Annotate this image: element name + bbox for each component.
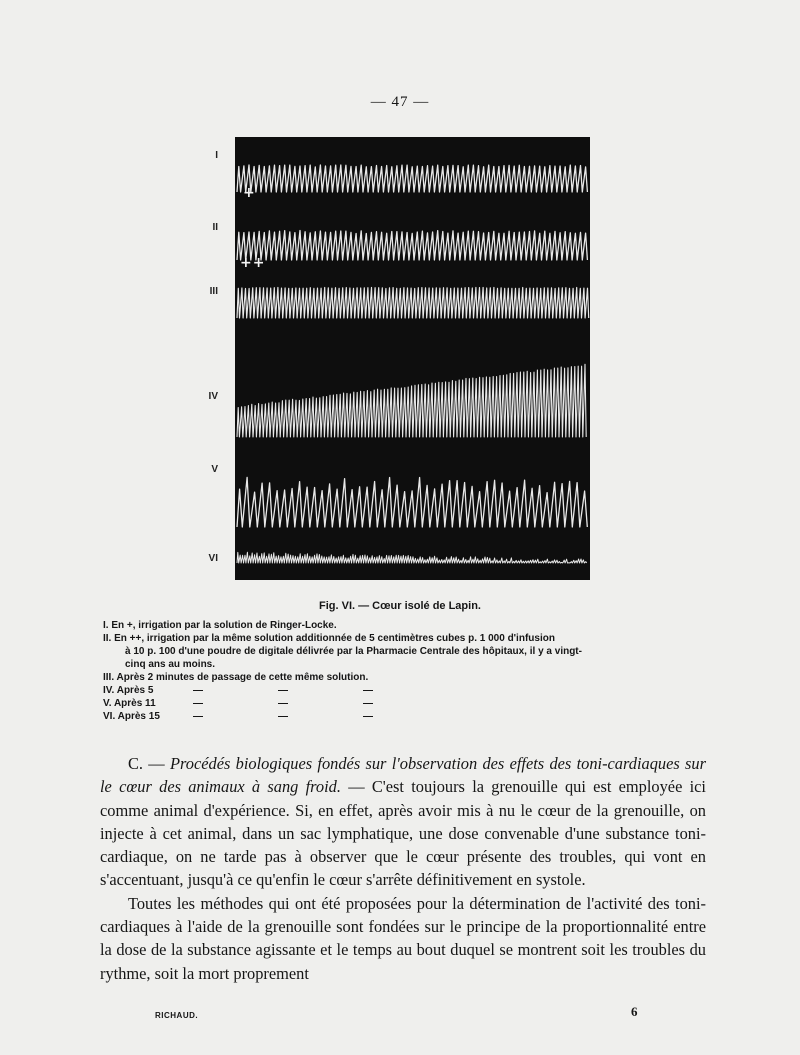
legend-row-iv bbox=[103, 684, 703, 697]
figure-legend bbox=[103, 619, 703, 723]
ditto-dash: — bbox=[363, 685, 373, 696]
heart-trace-figure bbox=[235, 137, 590, 580]
section-heading: Procédés biologiques fondés sur l'observation des effets des toni-cardiaques sur le cœur des animaux à sang froid. bbox=[100, 754, 706, 797]
footer-page-number: 6 bbox=[631, 1004, 638, 1019]
ditto-dash: — bbox=[278, 698, 288, 709]
trace-label-i: I bbox=[215, 150, 218, 161]
legend-line-3: à 10 p. 100 d'une poudre de digitale délivrée par la Pharmacie Centrale des hôpitaux, il y a vingt- bbox=[125, 646, 582, 657]
legend-row-label: V. Après 11 bbox=[103, 698, 156, 709]
legend-line-1: I. En +, irrigation par la solution de Ringer-Locke. bbox=[103, 620, 337, 631]
ditto-dash: — bbox=[363, 711, 373, 722]
ditto-dash: — bbox=[193, 711, 203, 722]
body-text bbox=[100, 752, 706, 985]
footer-author: RICHAUD. bbox=[155, 1011, 199, 1020]
ditto-dash: — bbox=[193, 698, 203, 709]
trace-label-v: V bbox=[211, 464, 218, 475]
legend-row-vi bbox=[103, 710, 703, 723]
section-letter: C. — bbox=[128, 754, 170, 773]
trace-label-iv: IV bbox=[208, 391, 218, 402]
marker-plus-plus: ++ bbox=[240, 255, 266, 271]
paragraph-1-text: — C'est toujours la grenouille qui est employée ici comme animal d'expérience. Si, en effet, après avoir mis à nu le cœur de la grenouille, on injecte à cet animal, dans un sac lymphatique, une dose convenable d'une substance toni-cardiaque, on ne tarde pas à observer que le cœur présente des troubles, qui vont en s'accentuant, jusqu'à ce qu'enfin le cœur s'arrête définitivement en systole. bbox=[100, 777, 706, 890]
page-number: — 47 — bbox=[370, 94, 430, 110]
legend-line-5: III. Après 2 minutes de passage de cette même solution. bbox=[103, 672, 369, 683]
legend-line-4: cinq ans au moins. bbox=[125, 659, 216, 670]
ditto-dash: — bbox=[363, 698, 373, 709]
ditto-dash: — bbox=[278, 685, 288, 696]
ditto-dash: — bbox=[193, 685, 203, 696]
trace-label-iii: III bbox=[209, 286, 218, 297]
legend-row-v bbox=[103, 697, 703, 710]
trace-label-ii: II bbox=[212, 222, 218, 233]
figure-caption: Fig. VI. — Cœur isolé de Lapin. bbox=[319, 600, 481, 612]
legend-row-label: VI. Après 15 bbox=[103, 711, 160, 722]
legend-row-label: IV. Après 5 bbox=[103, 685, 154, 696]
legend-line-2: II. En ++, irrigation par la même solution additionnée de 5 centimètres cubes p. 1 000 d'infusion bbox=[103, 633, 555, 644]
trace-label-vi: VI bbox=[208, 553, 218, 564]
marker-plus: + bbox=[243, 185, 255, 201]
paragraph-1 bbox=[100, 752, 706, 892]
ditto-dash: — bbox=[278, 711, 288, 722]
paragraph-2: Toutes les méthodes qui ont été proposées pour la détermination de l'activité des toni-cardiaques à l'aide de la grenouille sont fondées sur le principe de la proportionnalité entre la dose de la substance agissante et le temps au bout duquel se montrent soit les troubles du rythme, soit la mort proprement bbox=[100, 893, 706, 983]
